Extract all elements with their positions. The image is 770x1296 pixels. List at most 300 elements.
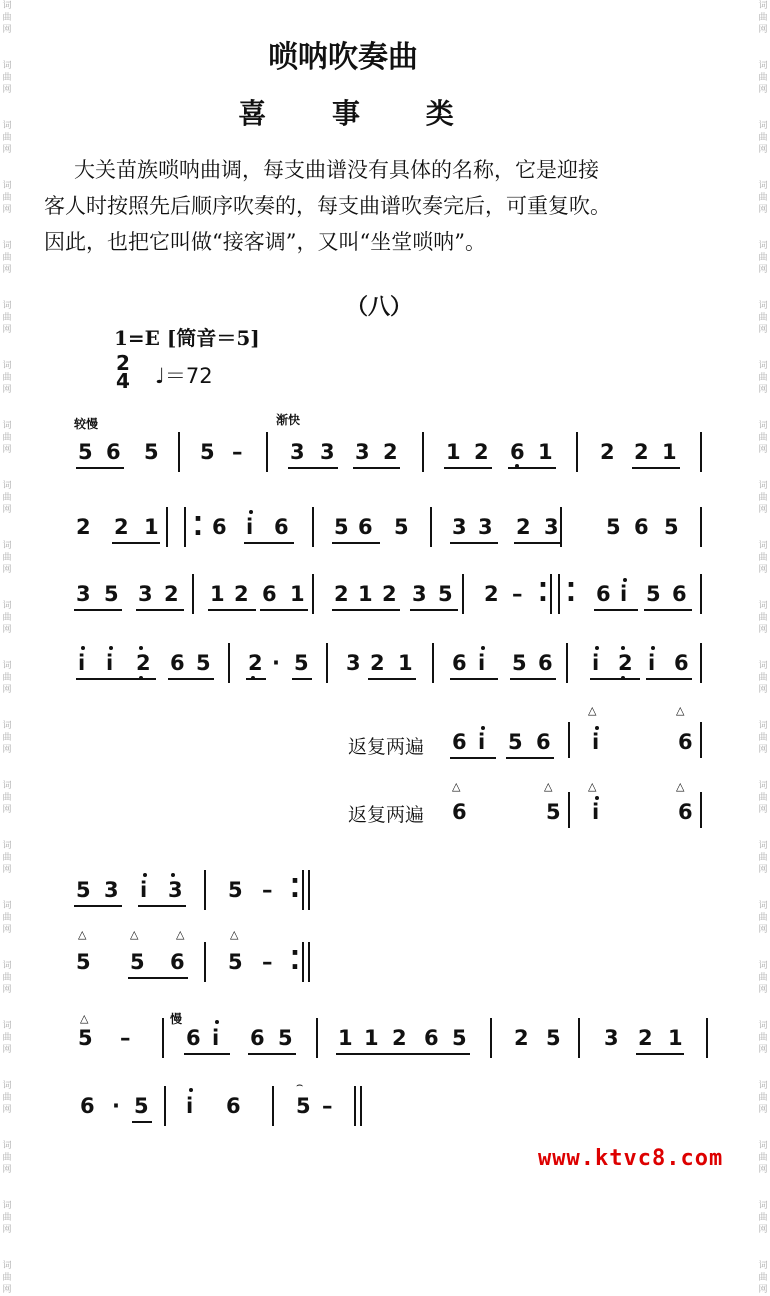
beam (646, 678, 692, 680)
side-watermark-char: 网 (2, 145, 12, 155)
note: 3 (168, 878, 183, 902)
repeat-label: 返复两遍 (348, 736, 425, 758)
beam (128, 977, 188, 979)
side-watermark-char: 词 (2, 961, 12, 971)
side-watermark-char: 曲 (758, 73, 768, 83)
side-watermark-char: 词 (758, 1021, 768, 1031)
side-watermark-char: 词 (2, 721, 12, 731)
octave-dot (621, 646, 625, 650)
note: 5 (646, 582, 661, 606)
note: 2 (136, 651, 151, 675)
side-watermark-char: 网 (758, 505, 768, 515)
side-watermark-char: 词 (2, 601, 12, 611)
barline (228, 643, 230, 683)
barline (184, 507, 186, 547)
beam (184, 1053, 230, 1055)
side-watermark-char: 网 (758, 25, 768, 35)
note: 6 (510, 440, 525, 464)
side-watermark-char: 网 (758, 265, 768, 275)
note: 2 (234, 582, 249, 606)
note: 5 (200, 440, 215, 464)
note: 3 (290, 440, 305, 464)
octave-dot (215, 1020, 219, 1024)
side-watermark-char: 曲 (758, 913, 768, 923)
barline (204, 942, 206, 982)
side-watermark-char: 网 (2, 745, 12, 755)
note: 2 (382, 582, 397, 606)
accent-mark: △ (588, 704, 597, 717)
side-watermark-char: 曲 (2, 1033, 12, 1043)
side-watermark-char: 曲 (758, 1273, 768, 1283)
side-watermark-char: 网 (758, 1285, 768, 1295)
note: 2 (164, 582, 179, 606)
side-watermark-char: 网 (2, 1285, 12, 1295)
beam (244, 542, 294, 544)
accent-mark: △ (452, 780, 461, 793)
side-watermark-char: 曲 (758, 493, 768, 503)
barline (162, 1018, 164, 1058)
note: 6 (106, 440, 121, 464)
page-title: 唢呐吹奏曲 (268, 40, 418, 75)
side-watermark-char: 词 (2, 361, 12, 371)
octave-dot (143, 873, 147, 877)
octave-dot (249, 510, 253, 514)
side-watermark-char: 网 (2, 85, 12, 95)
note: 5 (196, 651, 211, 675)
side-watermark-char: 网 (758, 985, 768, 995)
barline (700, 792, 702, 828)
side-watermark-char: 曲 (2, 973, 12, 983)
note: – (120, 1026, 131, 1050)
side-watermark-char: 词 (758, 301, 768, 311)
note: 1 (364, 1026, 379, 1050)
note: i (186, 1094, 194, 1118)
side-watermark-char: 网 (2, 985, 12, 995)
octave-dot (139, 676, 143, 680)
note: – (322, 1094, 333, 1118)
side-watermark-char: 词 (2, 1021, 12, 1031)
note: 6 (358, 515, 373, 539)
note: 3 (104, 878, 119, 902)
accent-mark: △ (544, 780, 553, 793)
side-watermark-char: 曲 (758, 553, 768, 563)
side-watermark-char: 词 (2, 1081, 12, 1091)
note: 5 (76, 950, 91, 974)
beam (514, 542, 562, 544)
note: 3 (76, 582, 91, 606)
side-watermark-char: 曲 (758, 1093, 768, 1103)
beam (332, 609, 400, 611)
note: – (262, 950, 273, 974)
side-watermark-char: 词 (758, 661, 768, 671)
beam (644, 609, 692, 611)
side-watermark-char: 词 (758, 601, 768, 611)
repeat-dot: ⁚ (566, 578, 576, 608)
side-watermark-left (0, 0, 14, 1295)
side-watermark-char: 词 (2, 1201, 12, 1211)
side-watermark-char: 词 (758, 841, 768, 851)
repeat-dot: ⁚ (290, 874, 300, 904)
accent-mark: △ (78, 928, 87, 941)
note: i (592, 800, 600, 824)
tempo-text: 较慢 (74, 417, 99, 431)
barline (164, 1086, 166, 1126)
barline (490, 1018, 492, 1058)
note: – (232, 440, 243, 464)
side-watermark-char: 曲 (2, 733, 12, 743)
repeat-dot: ⁚ (193, 512, 203, 542)
barline (266, 432, 268, 472)
barline (706, 1018, 708, 1058)
note: 6 (452, 800, 467, 824)
note: 3 (478, 515, 493, 539)
side-watermark-char: 词 (2, 661, 12, 671)
side-watermark-char: 曲 (758, 973, 768, 983)
note: 6 (226, 1094, 241, 1118)
beam (590, 678, 640, 680)
side-watermark-char: 词 (758, 1081, 768, 1091)
intro-line: 客人时按照先后顺序吹奏的，每支曲谱吹奏完后，可重复吹。 (44, 194, 611, 218)
note: 5 (512, 651, 527, 675)
note: 5 (508, 730, 523, 754)
note: 6 (634, 515, 649, 539)
note: i (592, 730, 600, 754)
note: i (648, 651, 656, 675)
note: 2 (114, 515, 129, 539)
beam (450, 757, 496, 759)
beam (353, 467, 400, 469)
note: 5 (134, 1094, 149, 1118)
side-watermark-char: 曲 (758, 793, 768, 803)
note: 2 (600, 440, 615, 464)
side-watermark-char: 曲 (758, 373, 768, 383)
note: i (78, 651, 86, 675)
side-watermark-char: 曲 (2, 433, 12, 443)
barline (316, 1018, 318, 1058)
side-watermark-char: 网 (758, 145, 768, 155)
note: 6 (596, 582, 611, 606)
side-watermark-char: 曲 (2, 1273, 12, 1283)
side-watermark-char: 网 (758, 865, 768, 875)
barline (700, 722, 702, 758)
note: 6 (274, 515, 289, 539)
barline (178, 432, 180, 472)
side-watermark-char: 词 (758, 1261, 768, 1271)
note: i (592, 651, 600, 675)
side-watermark-char: 曲 (2, 73, 12, 83)
note: 6 (678, 800, 693, 824)
note: 5 (130, 950, 145, 974)
note: i (106, 651, 114, 675)
note: 6 (250, 1026, 265, 1050)
side-watermark-char: 曲 (2, 493, 12, 503)
note: 3 (452, 515, 467, 539)
octave-dot (171, 873, 175, 877)
octave-dot (595, 796, 599, 800)
octave-dot (481, 726, 485, 730)
note: 1 (210, 582, 225, 606)
key-signature: 1=E [筒音＝5] (114, 326, 260, 350)
tempo-mark: ♩＝72 (155, 364, 213, 388)
barline (312, 574, 314, 614)
note: 2 (484, 582, 499, 606)
barline (568, 792, 570, 828)
repeat-dot: ⁚ (538, 578, 548, 608)
beam (112, 542, 160, 544)
note: 5 (546, 800, 561, 824)
barline (462, 574, 464, 614)
beam (132, 1121, 152, 1123)
note: 1 (290, 582, 305, 606)
barline (578, 1018, 580, 1058)
beam (636, 1053, 684, 1055)
note: 2 (514, 1026, 529, 1050)
side-watermark-char: 曲 (758, 133, 768, 143)
barline (360, 1086, 362, 1126)
side-watermark-char: 词 (758, 121, 768, 131)
note: 1 (662, 440, 677, 464)
note: 3 (604, 1026, 619, 1050)
side-watermark-char: 曲 (758, 853, 768, 863)
note: 3 (346, 651, 361, 675)
intro-line: 因此，也把它叫做“接客调”，又叫“坐堂唢呐”。 (44, 230, 486, 254)
beam (76, 467, 124, 469)
side-watermark-char: 网 (2, 1225, 12, 1235)
side-watermark-char: 网 (758, 385, 768, 395)
accent-mark: △ (130, 928, 139, 941)
side-watermark-char: 词 (2, 421, 12, 431)
side-watermark-char: 网 (758, 805, 768, 815)
side-watermark-char: 曲 (2, 133, 12, 143)
beam (292, 678, 312, 680)
side-watermark-char: 曲 (758, 253, 768, 263)
side-watermark-char: 词 (758, 901, 768, 911)
side-watermark-char: 词 (758, 781, 768, 791)
note: 6 (170, 950, 185, 974)
side-watermark-char: 曲 (2, 553, 12, 563)
note: 1 (144, 515, 159, 539)
intro-line: 大关苗族唢呐曲调，每支曲谱没有具体的名称，它是迎接 (74, 158, 599, 182)
beam (444, 467, 492, 469)
barline (700, 432, 702, 472)
side-watermark-char: 曲 (2, 313, 12, 323)
side-watermark-char: 网 (758, 1105, 768, 1115)
side-watermark-char: 曲 (758, 193, 768, 203)
barline (302, 870, 304, 910)
site-watermark: www.ktvc8.com (538, 1146, 724, 1171)
note: 5 (296, 1094, 311, 1118)
barline (576, 432, 578, 472)
side-watermark-char: 网 (2, 265, 12, 275)
note: 2 (392, 1026, 407, 1050)
side-watermark-char: 网 (2, 805, 12, 815)
note: 6 (538, 651, 553, 675)
beam (168, 678, 214, 680)
octave-dot (595, 726, 599, 730)
note: 2 (638, 1026, 653, 1050)
note: 6 (672, 582, 687, 606)
time-bottom: 4 (116, 369, 130, 393)
note: 5 (438, 582, 453, 606)
repeat-label: 返复两遍 (348, 804, 425, 826)
note: 5 (144, 440, 159, 464)
side-watermark-char: 词 (758, 361, 768, 371)
note: 6 (186, 1026, 201, 1050)
note: 1 (538, 440, 553, 464)
octave-dot (189, 1088, 193, 1092)
side-watermark-char: 网 (758, 625, 768, 635)
note: 2 (248, 651, 263, 675)
note: i (478, 730, 486, 754)
note: · (112, 1094, 120, 1118)
side-watermark-char: 曲 (758, 313, 768, 323)
note: 5 (78, 440, 93, 464)
note: 2 (383, 440, 398, 464)
note: 1 (338, 1026, 353, 1050)
side-watermark-char: 网 (2, 1105, 12, 1115)
beam (246, 678, 266, 680)
intro-text (44, 152, 694, 260)
category-title: 喜 事 类 (238, 97, 482, 130)
barline (700, 574, 702, 614)
side-watermark-char: 网 (2, 205, 12, 215)
barline (560, 507, 562, 547)
note: – (512, 582, 523, 606)
note: 5 (606, 515, 621, 539)
side-watermark-char: 词 (2, 901, 12, 911)
side-watermark-char: 词 (758, 1141, 768, 1151)
octave-dot (515, 464, 519, 468)
side-watermark-char: 网 (758, 1225, 768, 1235)
side-watermark-char: 曲 (2, 613, 12, 623)
time-signature (116, 351, 130, 393)
side-watermark-char: 词 (2, 61, 12, 71)
side-watermark-char: 曲 (2, 1153, 12, 1163)
beam (410, 609, 458, 611)
note: 5 (228, 878, 243, 902)
note: 2 (516, 515, 531, 539)
barline (326, 643, 328, 683)
side-watermark-char: 词 (2, 181, 12, 191)
barline (700, 643, 702, 683)
side-watermark-char: 网 (2, 25, 12, 35)
side-watermark-char: 网 (2, 565, 12, 575)
side-watermark-char: 曲 (2, 673, 12, 683)
note: 6 (262, 582, 277, 606)
side-watermark-char: 曲 (2, 253, 12, 263)
side-watermark-char: 曲 (2, 793, 12, 803)
repeat-dot: ⁚ (290, 946, 300, 976)
beam (136, 609, 184, 611)
note: 6 (674, 651, 689, 675)
barline (272, 1086, 274, 1126)
note: 1 (358, 582, 373, 606)
beam (260, 609, 308, 611)
note: 2 (634, 440, 649, 464)
section-number: （八） (346, 294, 413, 320)
side-watermark-char: 词 (2, 1, 12, 11)
note: i (620, 582, 628, 606)
beam (368, 678, 416, 680)
barline (550, 574, 552, 614)
side-watermark-char: 网 (758, 565, 768, 575)
barline (430, 507, 432, 547)
side-watermark-char: 曲 (2, 373, 12, 383)
note: 1 (398, 651, 413, 675)
note: 5 (76, 878, 91, 902)
note: 3 (138, 582, 153, 606)
side-watermark-char: 词 (2, 1261, 12, 1271)
beam (248, 1053, 296, 1055)
barline (204, 870, 206, 910)
side-watermark-char: 曲 (2, 853, 12, 863)
side-watermark-char: 曲 (2, 1213, 12, 1223)
side-watermark-char: 词 (758, 241, 768, 251)
side-watermark-char: 网 (2, 685, 12, 695)
barline (566, 643, 568, 683)
accent-mark: ⌢ (296, 1078, 304, 1091)
accent-mark: △ (676, 780, 685, 793)
side-watermark-char: 曲 (2, 1093, 12, 1103)
barline (354, 1086, 356, 1126)
side-watermark-char: 网 (758, 745, 768, 755)
barline (308, 870, 310, 910)
barline (192, 574, 194, 614)
side-watermark-char: 网 (758, 1165, 768, 1175)
side-watermark-char: 词 (758, 721, 768, 731)
barline (568, 722, 570, 758)
note: – (262, 878, 273, 902)
beam (74, 905, 122, 907)
side-watermark-char: 词 (2, 301, 12, 311)
side-watermark-char: 曲 (2, 913, 12, 923)
time-top: 2 (116, 351, 130, 375)
beam (450, 678, 498, 680)
side-watermark-char: 曲 (758, 613, 768, 623)
note: 3 (544, 515, 559, 539)
note: 5 (452, 1026, 467, 1050)
octave-dot (621, 676, 625, 680)
note: 5 (228, 950, 243, 974)
side-watermark-char: 曲 (758, 1153, 768, 1163)
note: 6 (452, 651, 467, 675)
side-watermark-char: 曲 (758, 1213, 768, 1223)
octave-dot (623, 578, 627, 582)
side-watermark-char: 词 (758, 1201, 768, 1211)
note: 1 (668, 1026, 683, 1050)
side-watermark-char: 网 (758, 1045, 768, 1055)
beam (76, 678, 156, 680)
octave-dot (109, 646, 113, 650)
accent-mark: △ (588, 780, 597, 793)
note: 1 (446, 440, 461, 464)
note: 5 (394, 515, 409, 539)
barline (558, 574, 560, 614)
note: 6 (170, 651, 185, 675)
barline (166, 507, 168, 547)
side-watermark-char: 词 (2, 241, 12, 251)
octave-dot (139, 646, 143, 650)
side-watermark-char: 词 (2, 121, 12, 131)
side-watermark-char: 曲 (2, 193, 12, 203)
note: 2 (370, 651, 385, 675)
beam (288, 467, 338, 469)
side-watermark-char: 词 (758, 421, 768, 431)
note: 2 (474, 440, 489, 464)
accent-mark: △ (80, 1012, 89, 1025)
note: 2 (334, 582, 349, 606)
side-watermark-char: 曲 (758, 733, 768, 743)
